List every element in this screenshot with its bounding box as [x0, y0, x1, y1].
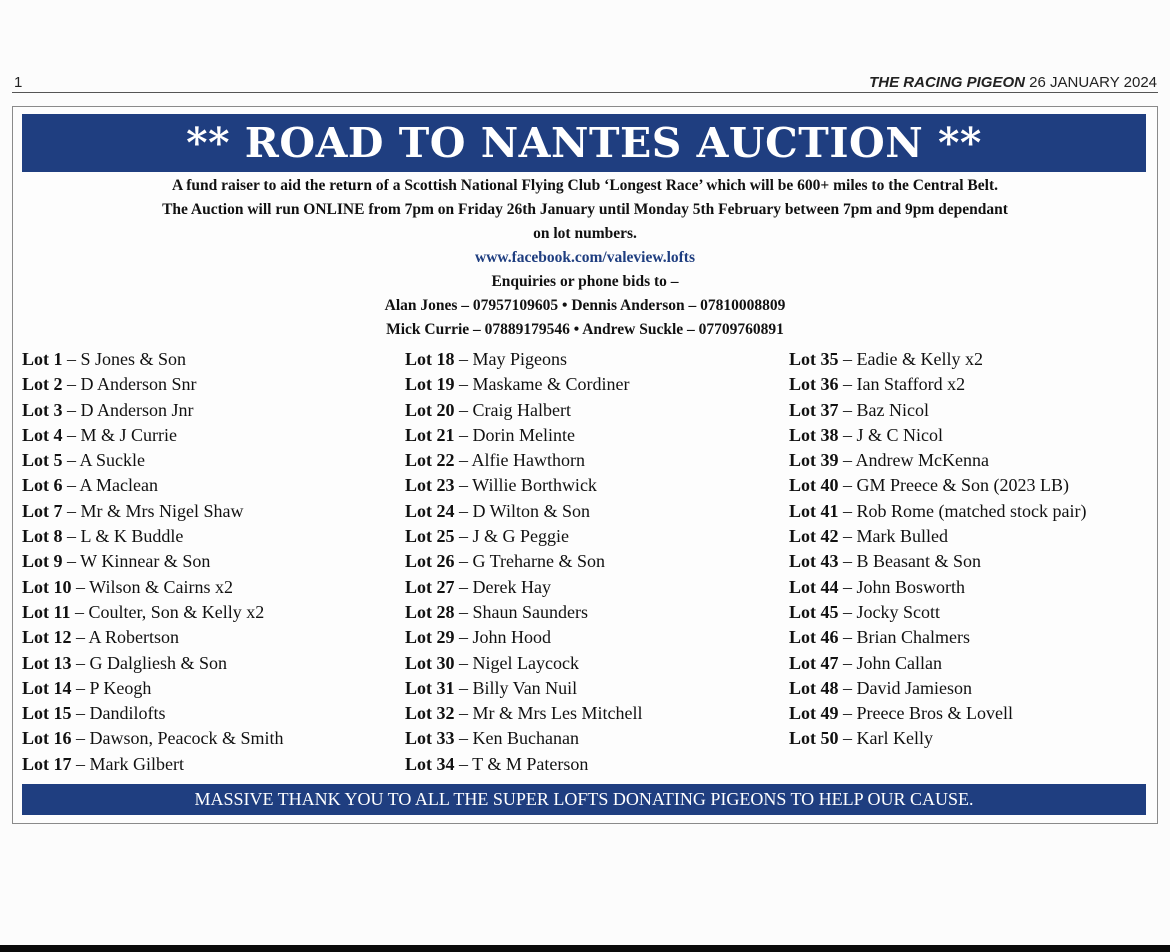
lot-item	[405, 347, 642, 372]
lot-donor: – Willie Borthwick	[454, 475, 597, 496]
lot-column	[789, 347, 1086, 752]
lot-item	[22, 676, 283, 701]
ad-intro	[23, 174, 1147, 342]
lot-item	[22, 423, 283, 448]
lot-donor: – A Robertson	[71, 627, 180, 648]
lot-donor: – John Bosworth	[838, 576, 966, 597]
lot-number: Lot 42	[789, 526, 839, 547]
lot-number: Lot 3	[22, 399, 63, 420]
lot-number: Lot 17	[22, 753, 72, 774]
lot-donor: – Alfie Hawthorn	[454, 450, 585, 471]
lot-item	[405, 398, 642, 423]
lot-item	[405, 676, 642, 701]
lot-item	[405, 726, 642, 751]
lot-donor: – J & G Peggie	[454, 526, 569, 547]
lot-column	[405, 347, 642, 777]
lot-donor: – W Kinnear & Son	[62, 551, 211, 572]
lot-item	[22, 726, 283, 751]
lot-number: Lot 14	[22, 677, 72, 698]
lot-item	[789, 524, 1086, 549]
lot-item	[789, 423, 1086, 448]
lot-number: Lot 6	[22, 475, 63, 496]
lot-item	[405, 701, 642, 726]
lot-number: Lot 2	[22, 374, 63, 395]
auction-advert	[12, 106, 1158, 824]
lot-number: Lot 11	[22, 601, 71, 622]
lot-donor: – Dawson, Peacock & Smith	[71, 728, 284, 749]
lot-donor: – Baz Nicol	[838, 399, 929, 420]
lot-number: Lot 4	[22, 424, 63, 445]
lot-number: Lot 35	[789, 349, 839, 369]
lot-number: Lot 22	[405, 450, 455, 471]
lot-number: Lot 7	[22, 500, 63, 521]
lot-number: Lot 1	[22, 349, 63, 369]
lot-item	[22, 651, 283, 676]
lot-donor: – Ken Buchanan	[454, 728, 579, 749]
lot-donor: – Dorin Melinte	[454, 424, 575, 445]
lot-item	[405, 499, 642, 524]
lot-donor: – Mr & Mrs Nigel Shaw	[62, 500, 244, 521]
lot-donor: – D Anderson Snr	[62, 374, 197, 395]
lot-number: Lot 33	[405, 728, 455, 749]
lot-donor: – G Dalgliesh & Son	[71, 652, 227, 673]
lot-item	[405, 600, 642, 625]
lot-item	[405, 524, 642, 549]
intro-line: The Auction will run ONLINE from 7pm on Friday 26th January until Monday 5th February between 7pm and 9pm dependant	[162, 201, 1008, 218]
lot-item	[789, 676, 1086, 701]
lot-item	[789, 448, 1086, 473]
lot-item	[789, 726, 1086, 751]
lot-number: Lot 16	[22, 728, 72, 749]
lot-item	[789, 398, 1086, 423]
lot-item	[789, 499, 1086, 524]
lot-donor: – Nigel Laycock	[454, 652, 579, 673]
lot-number: Lot 38	[789, 424, 839, 445]
lot-donor: – Mr & Mrs Les Mitchell	[454, 703, 643, 724]
lot-donor: – S Jones & Son	[62, 349, 187, 369]
lot-donor: – Brian Chalmers	[838, 627, 970, 648]
lot-donor: – L & K Buddle	[62, 526, 184, 547]
lot-donor: – Billy Van Nuil	[454, 677, 578, 698]
lot-number: Lot 47	[789, 652, 839, 673]
lot-donor: – B Beasant & Son	[838, 551, 981, 572]
ad-title-banner: ** ROAD TO NANTES AUCTION **	[22, 114, 1146, 172]
lot-donor: – Preece Bros & Lovell	[838, 703, 1013, 724]
lot-donor: – D Wilton & Son	[454, 500, 590, 521]
lot-donor: – J & C Nicol	[838, 424, 944, 445]
lot-item	[789, 600, 1086, 625]
header-rule	[12, 92, 1158, 93]
lot-number: Lot 15	[22, 703, 72, 724]
lot-donor: – Mark Bulled	[838, 526, 948, 547]
lot-number: Lot 31	[405, 677, 455, 698]
page-number: 1	[14, 74, 23, 91]
lot-donor: – John Callan	[838, 652, 942, 673]
lot-donor: – Rob Rome (matched stock pair)	[838, 500, 1087, 521]
lot-item	[22, 473, 283, 498]
lot-item	[22, 524, 283, 549]
lot-item	[405, 752, 642, 777]
lot-donor: – M & J Currie	[62, 424, 177, 445]
lot-item	[22, 701, 283, 726]
lot-number: Lot 24	[405, 500, 455, 521]
publication-name: THE RACING PIGEON	[869, 74, 1025, 91]
lot-donor: – John Hood	[454, 627, 552, 648]
lot-donor: – Jocky Scott	[838, 601, 940, 622]
lot-number: Lot 30	[405, 652, 455, 673]
lot-item	[405, 423, 642, 448]
lot-item	[405, 549, 642, 574]
lot-donor: – Karl Kelly	[838, 728, 933, 749]
lot-number: Lot 10	[22, 576, 72, 597]
lot-donor: – P Keogh	[71, 677, 152, 698]
lot-number: Lot 13	[22, 652, 72, 673]
lot-number: Lot 12	[22, 627, 72, 648]
lot-donor: – Wilson & Cairns x2	[71, 576, 233, 597]
lot-donor: – Derek Hay	[454, 576, 551, 597]
lot-number: Lot 23	[405, 475, 455, 496]
lot-item	[405, 651, 642, 676]
lot-donor: – May Pigeons	[454, 349, 567, 369]
lot-donor: – Coulter, Son & Kelly x2	[70, 601, 265, 622]
lot-number: Lot 25	[405, 526, 455, 547]
thank-you-banner: MASSIVE THANK YOU TO ALL THE SUPER LOFTS DONATING PIGEONS TO HELP OUR CAUSE.	[22, 784, 1146, 815]
lot-number: Lot 34	[405, 753, 455, 774]
lot-donor: – Ian Stafford x2	[838, 374, 966, 395]
lot-donor: – A Suckle	[62, 450, 146, 471]
lot-donor: – Eadie & Kelly x2	[838, 349, 983, 369]
lot-item	[22, 372, 283, 397]
lot-number: Lot 44	[789, 576, 839, 597]
lot-number: Lot 41	[789, 500, 839, 521]
lot-donor: – Shaun Saunders	[454, 601, 588, 622]
lot-number: Lot 37	[789, 399, 839, 420]
lot-item	[22, 752, 283, 777]
lot-item	[22, 625, 283, 650]
lot-donor: – David Jamieson	[838, 677, 972, 698]
lot-item	[405, 372, 642, 397]
lot-number: Lot 18	[405, 349, 455, 369]
lot-number: Lot 26	[405, 551, 455, 572]
lot-item	[405, 625, 642, 650]
lot-number: Lot 27	[405, 576, 455, 597]
lot-item	[22, 347, 283, 372]
lot-item	[789, 347, 1086, 372]
contacts-line: Mick Currie – 07889179546 • Andrew Suckle – 07709760891	[386, 321, 784, 338]
lot-donor: – G Treharne & Son	[454, 551, 606, 572]
facebook-link[interactable]: www.facebook.com/valeview.lofts	[475, 249, 695, 266]
lot-donor: – Craig Halbert	[454, 399, 571, 420]
lot-number: Lot 19	[405, 374, 455, 395]
lot-item	[789, 473, 1086, 498]
lot-number: Lot 50	[789, 728, 839, 749]
lot-item	[789, 549, 1086, 574]
lot-item	[789, 575, 1086, 600]
lot-donor: – Mark Gilbert	[71, 753, 184, 774]
lot-item	[789, 625, 1086, 650]
lot-number: Lot 45	[789, 601, 839, 622]
lot-donor: – GM Preece & Son (2023 LB)	[838, 475, 1069, 496]
lot-item	[789, 651, 1086, 676]
lot-number: Lot 20	[405, 399, 455, 420]
lot-item	[789, 701, 1086, 726]
lot-number: Lot 46	[789, 627, 839, 648]
lot-item	[22, 600, 283, 625]
lot-number: Lot 36	[789, 374, 839, 395]
bottom-edge	[0, 945, 1170, 952]
issue-date: 26 JANUARY 2024	[1029, 74, 1157, 91]
lot-number: Lot 40	[789, 475, 839, 496]
contacts-line: Alan Jones – 07957109605 • Dennis Anderson – 07810008809	[384, 297, 786, 314]
lot-number: Lot 5	[22, 450, 63, 471]
lot-item	[22, 575, 283, 600]
masthead	[869, 74, 1157, 91]
lot-number: Lot 29	[405, 627, 455, 648]
lot-number: Lot 9	[22, 551, 63, 572]
lot-number: Lot 21	[405, 424, 455, 445]
lot-item	[22, 499, 283, 524]
lot-item	[405, 448, 642, 473]
lot-number: Lot 28	[405, 601, 455, 622]
lot-item	[789, 372, 1086, 397]
lot-number: Lot 43	[789, 551, 839, 572]
lot-donor: – T & M Paterson	[454, 753, 589, 774]
lot-number: Lot 8	[22, 526, 63, 547]
lot-donor: – D Anderson Jnr	[62, 399, 194, 420]
lot-item	[22, 398, 283, 423]
lot-item	[22, 448, 283, 473]
lot-number: Lot 48	[789, 677, 839, 698]
lot-donor: – Dandilofts	[71, 703, 166, 724]
lot-donor: – Maskame & Cordiner	[454, 374, 630, 395]
intro-line: on lot numbers.	[533, 225, 637, 242]
intro-line: A fund raiser to aid the return of a Scottish National Flying Club ‘Longest Race’ which will be 600+ miles to the Central Belt.	[171, 177, 998, 194]
lot-item	[22, 549, 283, 574]
lot-number: Lot 39	[789, 450, 839, 471]
lot-donor: – A Maclean	[62, 475, 158, 496]
enquiries-label: Enquiries or phone bids to –	[491, 273, 679, 290]
lot-column	[22, 347, 283, 777]
lot-number: Lot 49	[789, 703, 839, 724]
lot-donor: – Andrew McKenna	[838, 450, 989, 471]
lot-number: Lot 32	[405, 703, 455, 724]
lot-item	[405, 575, 642, 600]
lot-item	[405, 473, 642, 498]
